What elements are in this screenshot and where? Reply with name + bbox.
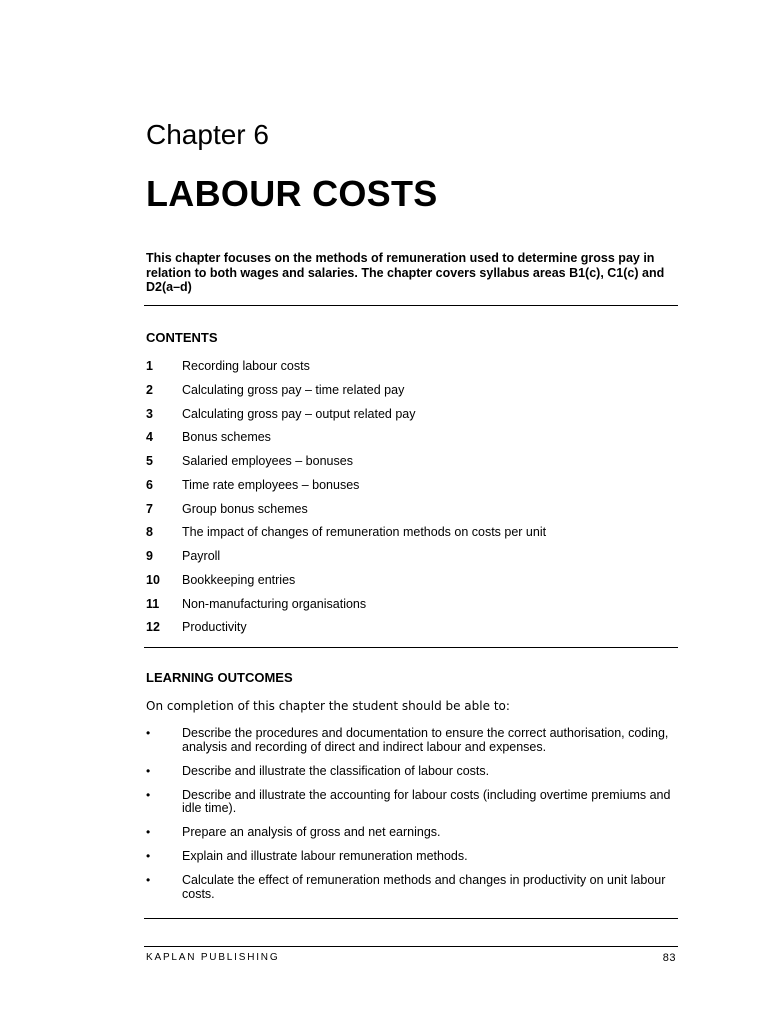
divider	[144, 305, 678, 306]
learning-outcomes-list	[146, 727, 678, 912]
chapter-title: LABOUR COSTS	[146, 173, 438, 214]
contents-item-number: 6	[146, 477, 153, 492]
outcome-text: Explain and illustrate labour remuneration methods.	[182, 849, 468, 863]
learning-outcomes-lead: On completion of this chapter the student should be able to:	[146, 699, 510, 713]
contents-item	[146, 573, 678, 597]
contents-item-number: 5	[146, 454, 153, 468]
contents-item-number: 4	[146, 430, 153, 445]
contents-item-label: Productivity	[182, 620, 247, 635]
outcome-text: Describe the procedures and documentation to ensure the correct authorisation, coding, analysis and recording of direct and indirect labour and expenses.	[182, 726, 669, 754]
contents-item	[146, 407, 678, 431]
contents-item	[146, 502, 678, 526]
contents-item	[146, 359, 678, 383]
contents-item-label: Non-manufacturing organisations	[182, 596, 367, 611]
contents-item-number: 11	[146, 596, 160, 611]
contents-item-label: Payroll	[182, 549, 221, 563]
divider	[144, 647, 678, 648]
list-item	[146, 826, 678, 840]
list-item	[146, 850, 678, 864]
list-item	[146, 765, 678, 779]
contents-item-label: Calculating gross pay – output related pay	[182, 406, 416, 421]
contents-item	[146, 525, 678, 549]
bullet-icon: •	[146, 787, 151, 802]
page-number: 83	[662, 952, 676, 964]
contents-item-number: 8	[146, 525, 153, 540]
contents-item-number: 12	[146, 620, 160, 635]
list-item	[146, 874, 678, 901]
contents-item-label: Bookkeeping entries	[182, 572, 296, 587]
contents-item	[146, 478, 678, 502]
contents-item-number: 3	[146, 406, 153, 421]
contents-item	[146, 454, 678, 478]
contents-item-number: 9	[146, 549, 153, 563]
contents-item	[146, 383, 678, 407]
contents-item-label: Calculating gross pay – time related pay	[182, 382, 405, 397]
bullet-icon: •	[146, 825, 151, 839]
contents-list	[146, 359, 678, 644]
contents-item-number: 1	[146, 359, 153, 373]
footer-rule	[144, 946, 678, 947]
contents-item-label: Recording labour costs	[182, 359, 310, 373]
bullet-icon: •	[146, 726, 151, 740]
contents-item-number: 7	[146, 501, 153, 516]
outcome-text: Prepare an analysis of gross and net earnings.	[182, 825, 441, 839]
outcome-text: Describe and illustrate the classification of labour costs.	[182, 763, 490, 778]
contents-item-label: The impact of changes of remuneration methods on costs per unit	[182, 525, 547, 540]
learning-outcomes-heading: LEARNING OUTCOMES	[146, 670, 293, 685]
divider	[144, 918, 678, 919]
list-item	[146, 727, 678, 754]
contents-item	[146, 549, 678, 573]
bullet-icon: •	[146, 763, 151, 778]
outcome-text: Calculate the effect of remuneration methods and changes in productivity on unit labour costs.	[182, 873, 666, 901]
contents-item-label: Time rate employees – bonuses	[182, 477, 360, 492]
contents-item	[146, 597, 678, 621]
contents-item-label: Salaried employees – bonuses	[182, 454, 353, 468]
contents-item-number: 2	[146, 382, 153, 397]
contents-item	[146, 430, 678, 454]
list-item	[146, 789, 678, 816]
outcome-text: Describe and illustrate the accounting for labour costs (including overtime premiums and idle time).	[182, 787, 671, 815]
chapter-number: Chapter 6	[146, 119, 269, 150]
bullet-icon: •	[146, 873, 151, 887]
contents-heading: CONTENTS	[146, 330, 218, 345]
contents-item	[146, 620, 678, 644]
contents-item-label: Group bonus schemes	[182, 501, 308, 516]
bullet-icon: •	[146, 849, 151, 863]
chapter-intro: This chapter focuses on the methods of remuneration used to determine gross pay in relation to both wages and salaries. The chapter covers syllabus areas B1(c), C1(c) and D2(a–d)	[146, 251, 665, 294]
contents-item-number: 10	[146, 572, 160, 587]
contents-item-label: Bonus schemes	[182, 430, 271, 445]
footer-publisher: KAPLAN PUBLISHING	[146, 952, 280, 963]
